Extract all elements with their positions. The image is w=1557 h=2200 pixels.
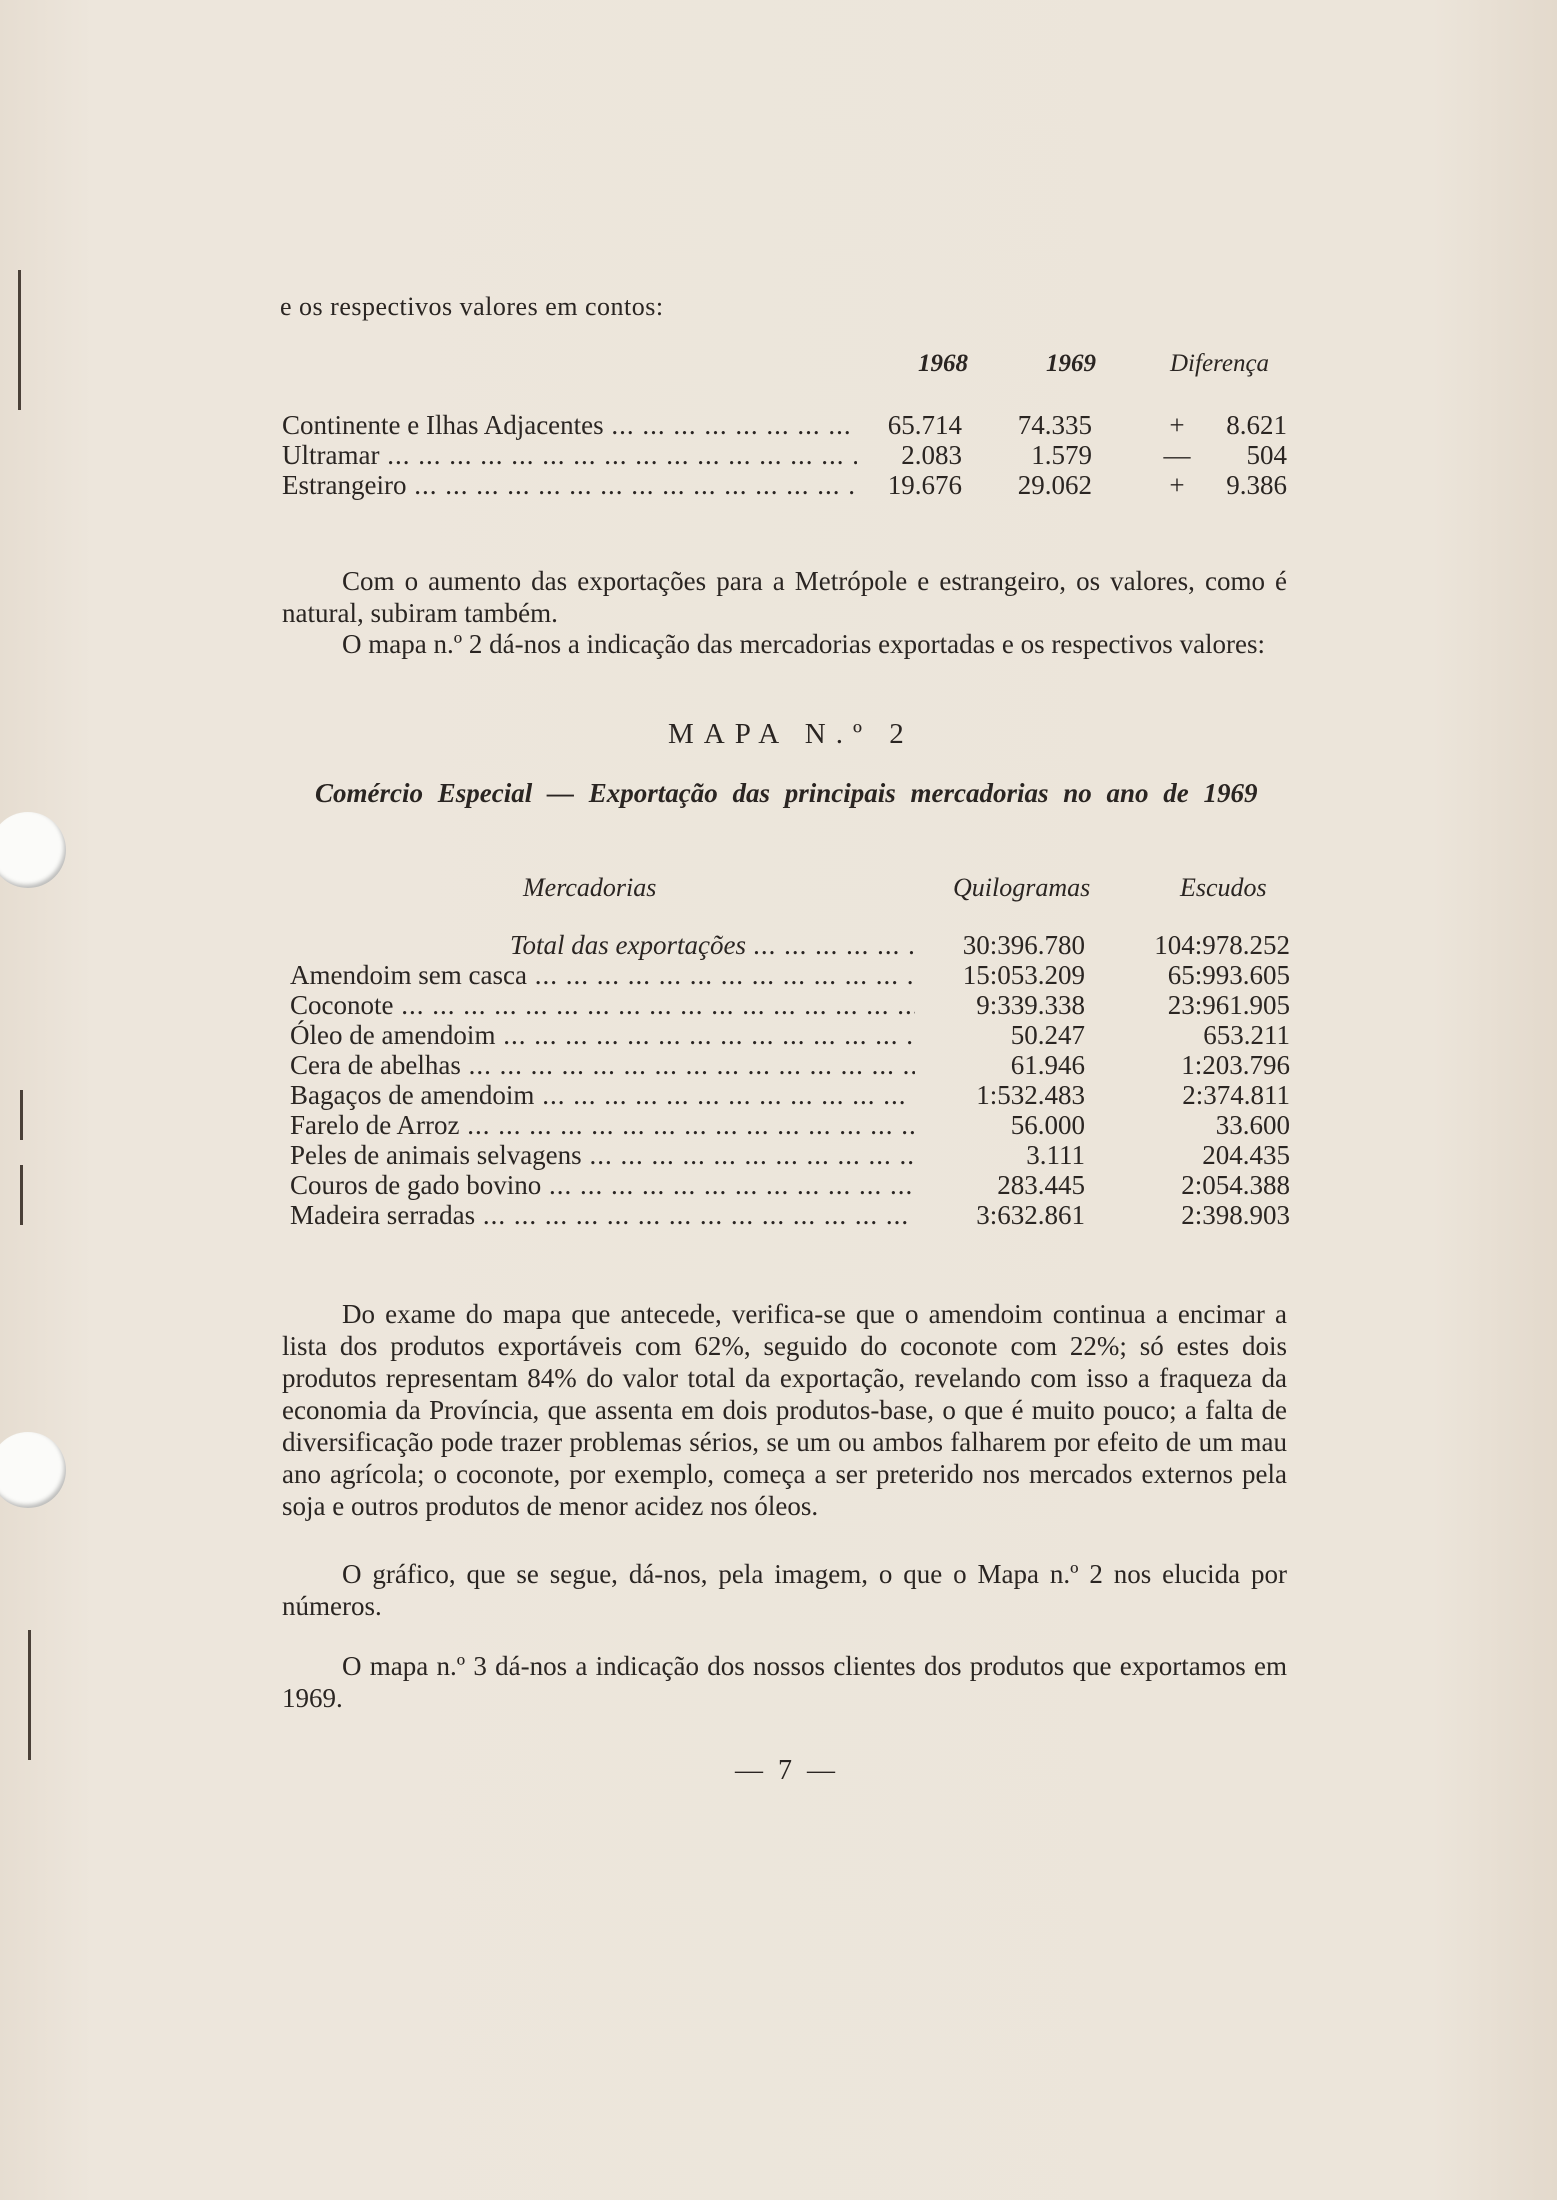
value-1969: 74.335 [1017, 410, 1092, 440]
table-row [290, 1140, 1290, 1170]
table-row [290, 1110, 1290, 1140]
kg-value: 9:339.338 [976, 990, 1085, 1020]
table-row [282, 410, 1287, 440]
table-row [290, 1170, 1290, 1200]
total-kg: 30:396.780 [962, 930, 1085, 960]
mapa-subtitle: Comércio Especial — Exportação das principais mercadorias no ano de 1969 [315, 778, 1258, 808]
commodity-label: Amendoim sem casca ... . [290, 960, 915, 991]
escudos-value: 2:374.811 [1182, 1080, 1290, 1110]
row-label: Continente e Ilhas Adjacentes ... . [282, 410, 857, 441]
diff-sign: — [1163, 440, 1191, 470]
commodity-label: Madeira serradas ... . [290, 1200, 915, 1231]
escudos-value: 33.600 [1215, 1110, 1290, 1140]
escudos-value: 23:961.905 [1167, 990, 1290, 1020]
value-1968: 65.714 [887, 410, 962, 440]
total-escudos: 104:978.252 [1154, 930, 1290, 960]
total-row [290, 930, 1290, 960]
value-1969: 29.062 [1017, 470, 1092, 500]
table-row [290, 960, 1290, 990]
diff-sign: + [1169, 410, 1185, 440]
diff-sign: + [1169, 470, 1185, 500]
table-row [282, 470, 1287, 500]
table-row [290, 1080, 1290, 1110]
header-mercadorias: Mercadorias [523, 873, 657, 902]
staple-mark [20, 1165, 23, 1225]
row-label: Ultramar ... . [282, 440, 857, 471]
value-1969: 1.579 [1031, 440, 1092, 470]
paragraph: O mapa n.º 3 dá-nos a indicação dos nossos clientes dos produtos que exportamos em 1969. [282, 1651, 1287, 1713]
header-quilogramas: Quilogramas [953, 873, 1091, 902]
intro-text: e os respectivos valores em contos: [280, 292, 664, 321]
table-row [282, 440, 1287, 470]
commodity-label: Peles de animais selvagens ... . [290, 1140, 915, 1171]
punch-hole-top [0, 812, 66, 888]
diff-value: 8.621 [1226, 410, 1287, 440]
commodity-label: Farelo de Arroz ... . [290, 1110, 915, 1141]
header-1968: 1968 [918, 350, 968, 377]
kg-value: 3:632.861 [976, 1200, 1085, 1230]
paragraph: Do exame do mapa que antecede, verifica-se que o amendoim continua a encimar a lista dos produtos exportáveis com 62%, seguido do coconote com 22%; só estes dois produtos representam 84% do valor total da exportação, revelando com isso a fraqueza da economia da Província, que assenta em dois produtos-base, o que é muito pouco; a falta de diversificação pode trazer problemas sérios, se um ou ambos falharem por efeito de um mau ano agrícola; o coconote, por exemplo, começa a ser preterido nos mercados externos pela soja e outros produtos de menor acidez nos óleos. [282, 1299, 1287, 1521]
row-label: Estrangeiro ... . [282, 470, 857, 501]
escudos-value: 1:203.796 [1181, 1050, 1290, 1080]
kg-value: 50.247 [1010, 1020, 1085, 1050]
page-number: — 7 — [735, 1755, 839, 1786]
kg-value: 3.111 [1026, 1140, 1085, 1170]
table-row [290, 1020, 1290, 1050]
escudos-value: 65:993.605 [1167, 960, 1290, 990]
mapa-title: MAPA N.º 2 [668, 718, 914, 750]
paragraph: Com o aumento das exportações para a Metrópole e estrangeiro, os valores, como é natural, subiram também. [282, 566, 1287, 628]
table-row [290, 1050, 1290, 1080]
escudos-value: 2:398.903 [1181, 1200, 1290, 1230]
table-row [290, 990, 1290, 1020]
escudos-value: 204.435 [1202, 1140, 1290, 1170]
value-1968: 2.083 [901, 440, 962, 470]
escudos-value: 653.211 [1203, 1020, 1290, 1050]
value-1968: 19.676 [887, 470, 962, 500]
commodity-label: Coconote ... . [290, 990, 915, 1021]
commodity-label: Couros de gado bovino ... . [290, 1170, 915, 1201]
commodity-label: Bagaços de amendoim ... . [290, 1080, 915, 1111]
diff-value: 9.386 [1226, 470, 1287, 500]
kg-value: 1:532.483 [976, 1080, 1085, 1110]
paragraph: O mapa n.º 2 dá-nos a indicação das mercadorias exportadas e os respectivos valores: [342, 629, 1266, 659]
escudos-value: 2:054.388 [1181, 1170, 1290, 1200]
table-row [290, 1200, 1290, 1230]
punch-hole-bottom [0, 1432, 66, 1508]
kg-value: 283.445 [997, 1170, 1085, 1200]
staple-mark [20, 1090, 23, 1140]
staple-mark [18, 270, 21, 410]
total-label: Total das exportações ... . [510, 930, 915, 961]
commodity-label: Cera de abelhas ... . [290, 1050, 915, 1081]
paragraph: O gráfico, que se segue, dá-nos, pela imagem, o que o Mapa n.º 2 nos elucida por números. [282, 1559, 1287, 1621]
kg-value: 15:053.209 [962, 960, 1085, 990]
header-1969: 1969 [1046, 350, 1096, 377]
kg-value: 56.000 [1010, 1110, 1085, 1140]
header-diferenca: Diferença [1170, 350, 1270, 377]
staple-mark [28, 1630, 31, 1760]
diff-value: 504 [1246, 440, 1287, 470]
commodity-label: Óleo de amendoim ... . [290, 1020, 915, 1051]
kg-value: 61.946 [1010, 1050, 1085, 1080]
header-escudos: Escudos [1180, 873, 1267, 902]
